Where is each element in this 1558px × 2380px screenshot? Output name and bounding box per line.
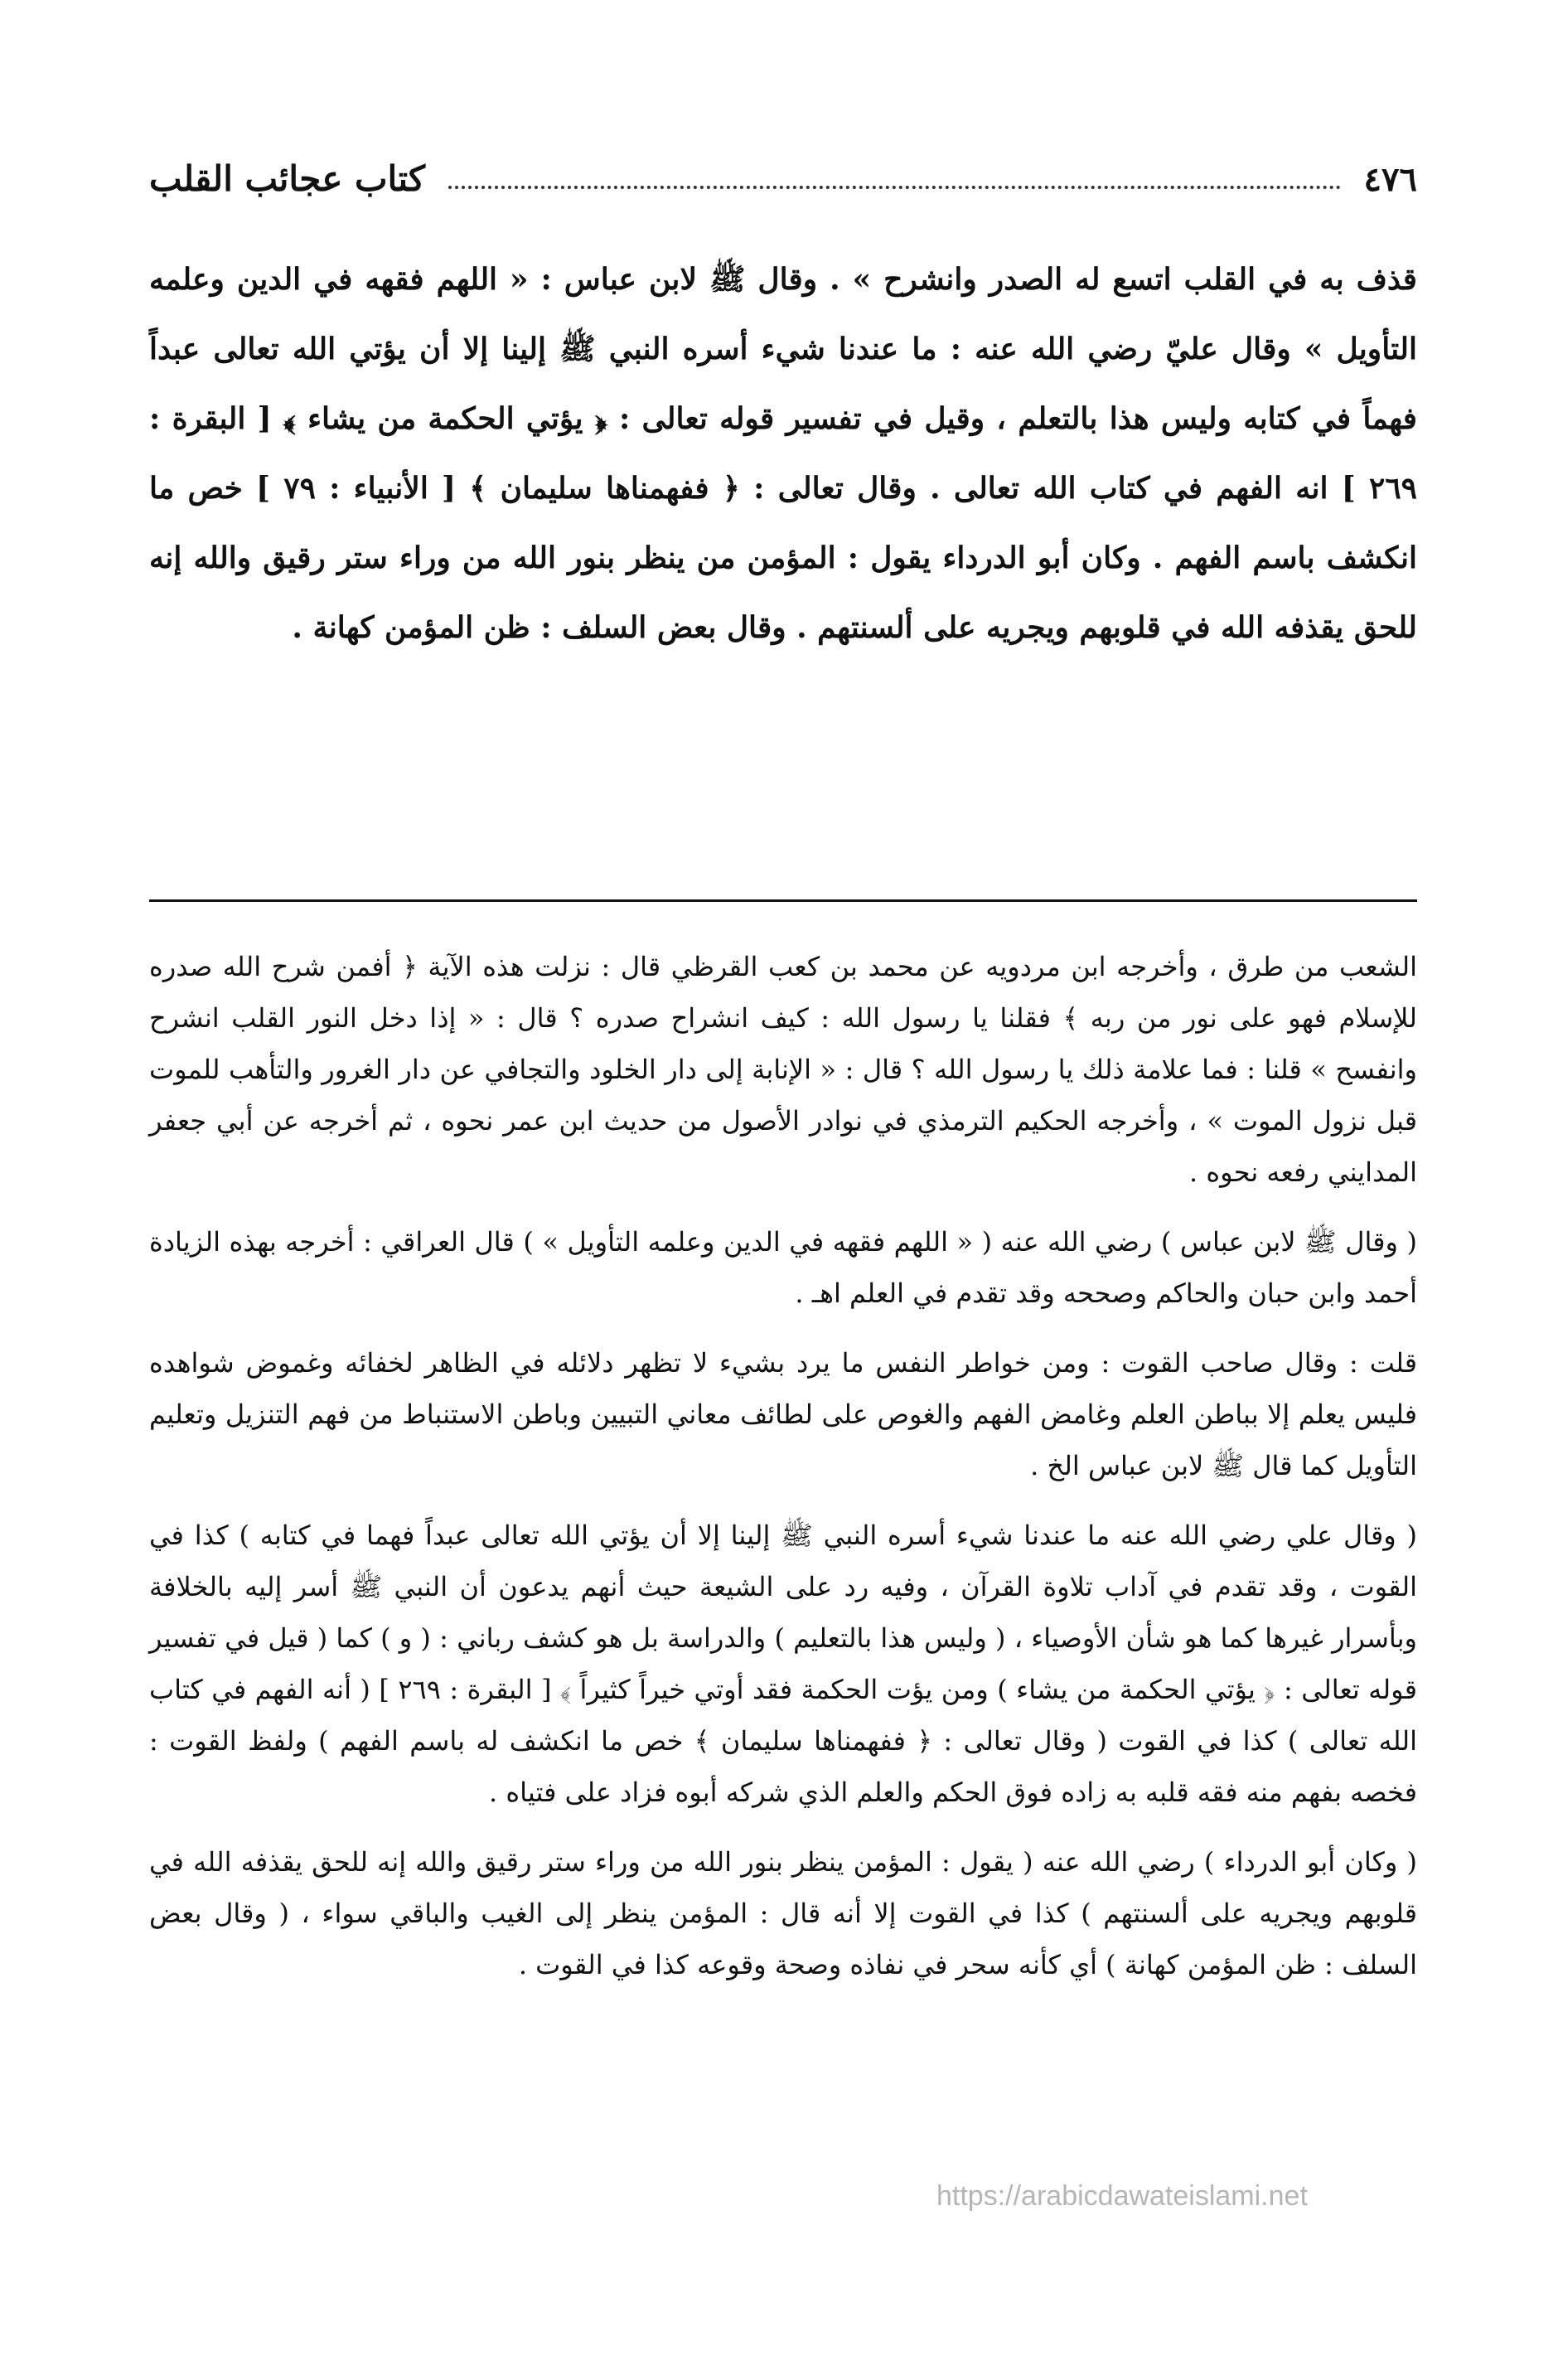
commentary-paragraph: ( وكان أبو الدرداء ) رضي الله عنه ( يقول : المؤمن ينظر بنور الله من وراء ستر رقيق والله إنه للحق يقذفه الله في قلوبهم ويجريه على ألسنتهم ) كذا في القوت إلا أنه قال : المؤمن ينظر إلى الغيب والباقي سواء ، ( وقال بعض السلف : ظن المؤمن كهانة ) أي كأنه سحر في نفاذه وصحة وقوعه كذا في القوت . — [149, 1846, 1417, 1980]
header-dot-leader — [448, 186, 1341, 189]
commentary-paragraph: ( وقال علي رضي الله عنه ما عندنا شيء أسره النبي ﷺ إلينا إلا أن يؤتي الله تعالى عبداً فهما في كتابه ) كذا في القوت ، وقد تقدم في آداب تلاوة القرآن ، وفيه رد على الشيعة حيث أنهم يدعون أن النبي ﷺ أسر إليه بالخلافة وبأسرار غيرها كما هو شأن الأوصياء ، ( وليس هذا بالتعليم ) والدراسة بل هو كشف رباني : ( و ) كما ( قيل في تفسير قوله تعالى : ﴿ يؤتي الحكمة من يشاء ) ومن يؤت الحكمة فقد أوتي خيراً كثيراً ﴾ [ البقرة : ٢٦٩ ] ( أنه الفهم في كتاب الله تعالى ) كذا في القوت ( وقال تعالى : ﴿ ففهمناها سليمان ﴾ خص ما انكشف له باسم الفهم ) ولفظ القوت : فخصه بفهم منه فقه قلبه به زاده فوق الحكم والعلم الذي شركه أبوه فزاد على فتياه . — [149, 1520, 1418, 1808]
main-text — [149, 245, 1417, 662]
commentary-paragraph: الشعب من طرق ، وأخرجه ابن مردويه عن محمد بن كعب القرظي قال : نزلت هذه الآية ﴿ أفمن شرح الله صدره للإسلام فهو على نور من ربه ﴾ فقلنا يا رسول الله : كيف انشراح صدره ؟ قال : « إذا دخل النور القلب انشرح وانفسح » قلنا : فما علامة ذلك يا رسول الله ؟ قال : « الإنابة إلى دار الخلود والتجافي عن دار الغرور والتأهب للموت قبل نزول الموت » ، وأخرجه الحكيم الترمذي في نوادر الأصول من حديث ابن عمر نحوه ، ثم أخرجه عن أبي جعفر المدايني رفعه نحوه . — [149, 951, 1418, 1188]
book-title: كتاب عجائب القلب — [149, 158, 426, 199]
main-paragraph: قذف به في القلب اتسع له الصدر وانشرح » . وقال ﷺ لابن عباس : « اللهم فقهه في الدين وعلمه التأويل » وقال عليّ رضي الله عنه : ما عندنا شيء أسره النبي ﷺ إلينا إلا أن يؤتي الله تعالى عبداً فهماً في كتابه وليس هذا بالتعلم ، وقيل في تفسير قوله تعالى : ﴿ يؤتي الحكمة من يشاء ﴾ [ البقرة : ٢٦٩ ] انه الفهم في كتاب الله تعالى . وقال تعالى : ﴿ ففهمناها سليمان ﴾ [ الأنبياء : ٧٩ ] خص ما انكشف باسم الفهم . وكان أبو الدرداء يقول : المؤمن من ينظر بنور الله من وراء ستر رقيق والله إنه للحق يقذفه الله في قلوبهم ويجريه على ألسنتهم . وقال بعض السلف : ظن المؤمن كهانة . — [149, 262, 1417, 645]
commentary-paragraph: قلت : وقال صاحب القوت : ومن خواطر النفس ما يرد بشيء لا تظهر دلائله في الظاهر لخفائه وغموض شواهده فليس يعلم إلا بباطن العلم وغامض الفهم والغوص على لطائف معاني التبيين وباطن الاستنباط من فهم التنزيل وتعليم التأويل كما قال ﷺ لابن عباس الخ . — [149, 1347, 1417, 1481]
book-page — [149, 133, 1417, 2288]
page-header — [149, 133, 1417, 199]
page-number: ٤٧٦ — [1363, 160, 1417, 199]
watermark-url: https://arabicdawateislami.net — [936, 2180, 1308, 2212]
commentary-paragraph: ( وقال ﷺ لابن عباس ) رضي الله عنه ( « اللهم فقهه في الدين وعلمه التأويل » ) قال العراقي : أخرجه بهذه الزيادة أحمد وابن حبان والحاكم وصححه وقد تقدم في العلم اهـ . — [149, 1226, 1418, 1309]
commentary — [149, 941, 1417, 2009]
footnote-separator — [149, 899, 1417, 902]
